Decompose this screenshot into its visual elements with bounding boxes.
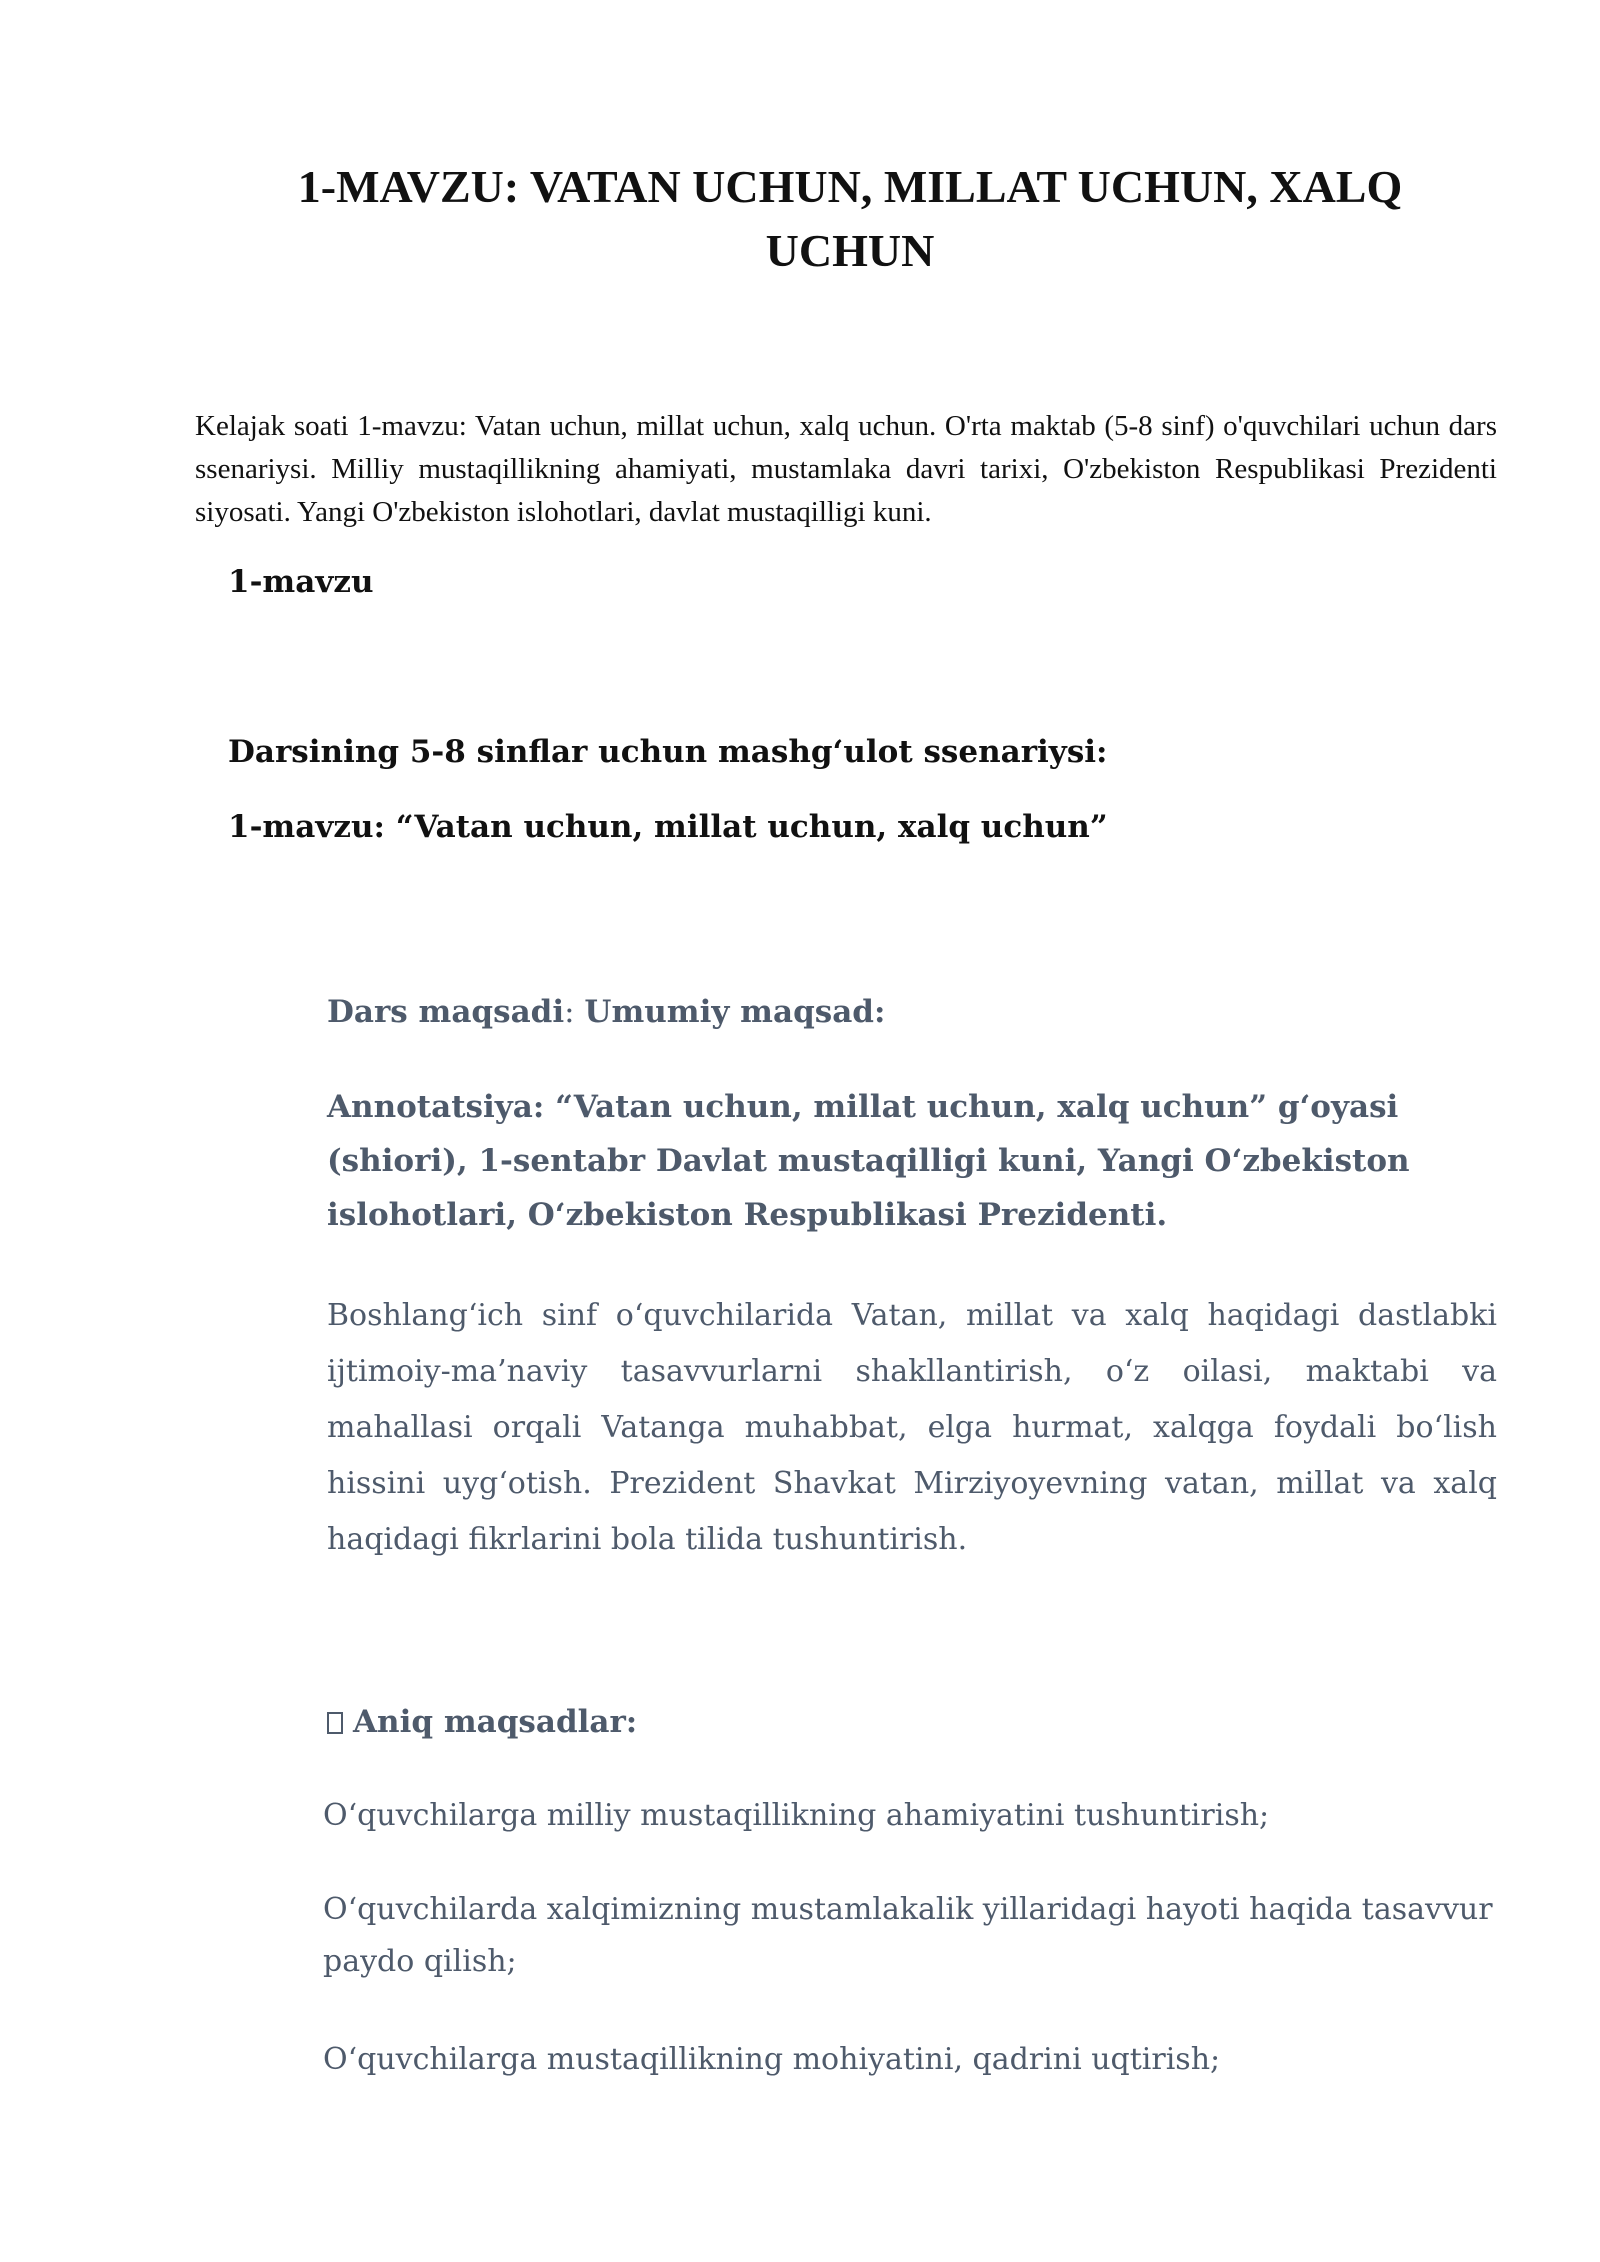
primary-goal-paragraph: Boshlang‘ich sinf o‘quvchilarida Vatan, millat va xalq haqidagi dastlabki ijtimoiy-ma’naviy tasavvurlarni shakllantirish, o‘z oilasi, maktabi va mahallasi orqali Vatanga muhabbat, elga hurmat, xalqga foydali bo‘lish hissini uyg‘otish. Prezident Shavkat Mirziyoyevning vatan, millat va xalq haqidagi fikrlarini bola tilida tushuntirish. bbox=[327, 1298, 1497, 1557]
list-item: O‘quvchilarga milliy mustaqillikning ahamiyatini tushuntirish; bbox=[323, 1798, 1270, 1833]
page-title-line-1: 1-MAVZU: VATAN UCHUN, MILLAT UCHUN, XALQ bbox=[297, 161, 1403, 212]
scenario-topic: 1-mavzu: “Vatan uchun, millat uchun, xalq uchun” bbox=[228, 809, 1108, 845]
empty-box-icon bbox=[327, 1712, 343, 1734]
topic-label: 1-mavzu bbox=[228, 564, 374, 600]
lesson-goal-separator: : bbox=[564, 994, 585, 1030]
general-goal-label: Umumiy maqsad: bbox=[584, 994, 886, 1030]
intro-paragraph: Kelajak soati 1-mavzu: Vatan uchun, millat uchun, xalq uchun. O'rta maktab (5-8 sinf) o'quvchilari uchun dars ssenariysi. Milliy mustaqillikning ahamiyati, mustamlaka davri tarixi, O'zbekiston Respublikasi Prezidenti siyosati. Yangi O'zbekiston islohotlari, davlat mustaqilligi kuni. bbox=[195, 410, 1497, 528]
lesson-goal-line bbox=[327, 990, 885, 1034]
specific-goals-heading bbox=[327, 1700, 637, 1744]
list-item: O‘quvchilarda xalqimizning mustamlakalik yillaridagi hayoti haqida tasavvur paydo qilish; bbox=[323, 1892, 1493, 1979]
annotation-paragraph: Annotatsiya: “Vatan uchun, millat uchun, xalq uchun” g‘oyasi (shiori), 1-sentabr Davlat mustaqilligi kuni, Yangi O‘zbekiston islohotlari, O‘zbekiston Respublikasi Prezidenti. bbox=[327, 1089, 1410, 1233]
list-item: O‘quvchilarga mustaqillikning mohiyatini, qadrini uqtirish; bbox=[323, 2042, 1221, 2077]
page-title-line-2: UCHUN bbox=[765, 225, 935, 276]
lesson-goal-label: Dars maqsadi bbox=[327, 994, 565, 1030]
scenario-title: Darsining 5-8 sinflar uchun mashg‘ulot ssenariysi: bbox=[228, 734, 1108, 770]
page-title bbox=[195, 155, 1505, 283]
specific-goals-label: Aniq maqsadlar: bbox=[353, 1704, 638, 1740]
